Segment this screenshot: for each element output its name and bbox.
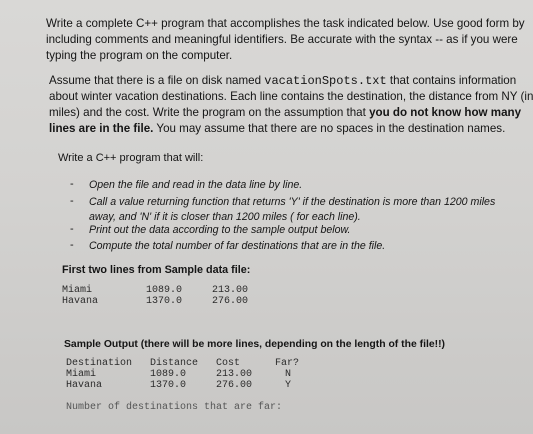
bullet-dash: - xyxy=(70,239,74,251)
data-cell: Havana xyxy=(62,296,99,307)
bullet-dash: - xyxy=(70,178,74,190)
intro-line-2: including comments and meaningful identifiers. Be accurate with the syntax -- as if you were xyxy=(46,33,518,46)
assume-line-1-pre: Assume that there is a file on disk named xyxy=(49,74,265,87)
bullet-dash: - xyxy=(70,223,74,235)
output-cell: 276.00 xyxy=(216,380,253,391)
output-header: Far? xyxy=(275,358,300,369)
assume-line-1-post: that contains information xyxy=(386,74,517,87)
bullet-2-line-2: away, and 'N' if it is closer than 1200 miles ( for each line). xyxy=(89,211,361,223)
data-cell: Miami xyxy=(62,285,93,296)
data-cell: 1370.0 xyxy=(146,296,183,307)
assume-line-1 xyxy=(49,73,516,89)
filename: vacationSpots.txt xyxy=(264,74,387,88)
assume-line-4 xyxy=(49,121,505,137)
assume-line-3-pre: miles) and the cost. Write the program on the assumption that xyxy=(49,106,370,119)
output-cell: 1089.0 xyxy=(150,369,187,380)
assume-line-4-bold: lines are in the file. xyxy=(49,122,154,135)
far-count-label: Number of destinations that are far: xyxy=(66,402,283,413)
output-header: Distance xyxy=(150,358,199,369)
output-cell: Havana xyxy=(66,380,103,391)
assume-line-3-bold: you do not know how many xyxy=(369,106,522,119)
output-cell: 1370.0 xyxy=(150,380,187,391)
bullet-3: Print out the data according to the sample output below. xyxy=(89,224,351,236)
bullet-dash: - xyxy=(70,195,74,207)
data-cell: 276.00 xyxy=(212,296,249,307)
sample-data-heading: First two lines from Sample data file: xyxy=(62,264,251,276)
assume-line-4-post: You may assume that there are no spaces in the destination names. xyxy=(153,122,506,135)
requirements-heading: Write a C++ program that will: xyxy=(58,152,204,164)
bullet-4: Compute the total number of far destinations that are in the file. xyxy=(89,240,386,252)
output-cell: 213.00 xyxy=(216,369,253,380)
bullet-2-line-1: Call a value returning function that returns 'Y' if the destination is more than 1200 miles xyxy=(89,196,496,208)
data-cell: 1089.0 xyxy=(146,285,183,296)
output-cell: Y xyxy=(285,380,292,391)
intro-line-3: typing the program on the computer. xyxy=(46,49,233,62)
output-cell: Miami xyxy=(66,369,97,380)
intro-line-1: Write a complete C++ program that accomplishes the task indicated below. Use good form by xyxy=(46,17,525,30)
assume-line-2: about winter vacation destinations. Each line contains the destination, the distance from NY (in xyxy=(49,90,533,103)
sample-output-heading: Sample Output (there will be more lines, depending on the length of the file!!) xyxy=(64,339,446,350)
assume-line-3 xyxy=(49,105,521,121)
output-header: Destination xyxy=(66,358,133,369)
bullet-1: Open the file and read in the data line by line. xyxy=(89,179,303,191)
output-header: Cost xyxy=(216,358,241,369)
output-cell: N xyxy=(285,369,292,380)
data-cell: 213.00 xyxy=(212,285,249,296)
